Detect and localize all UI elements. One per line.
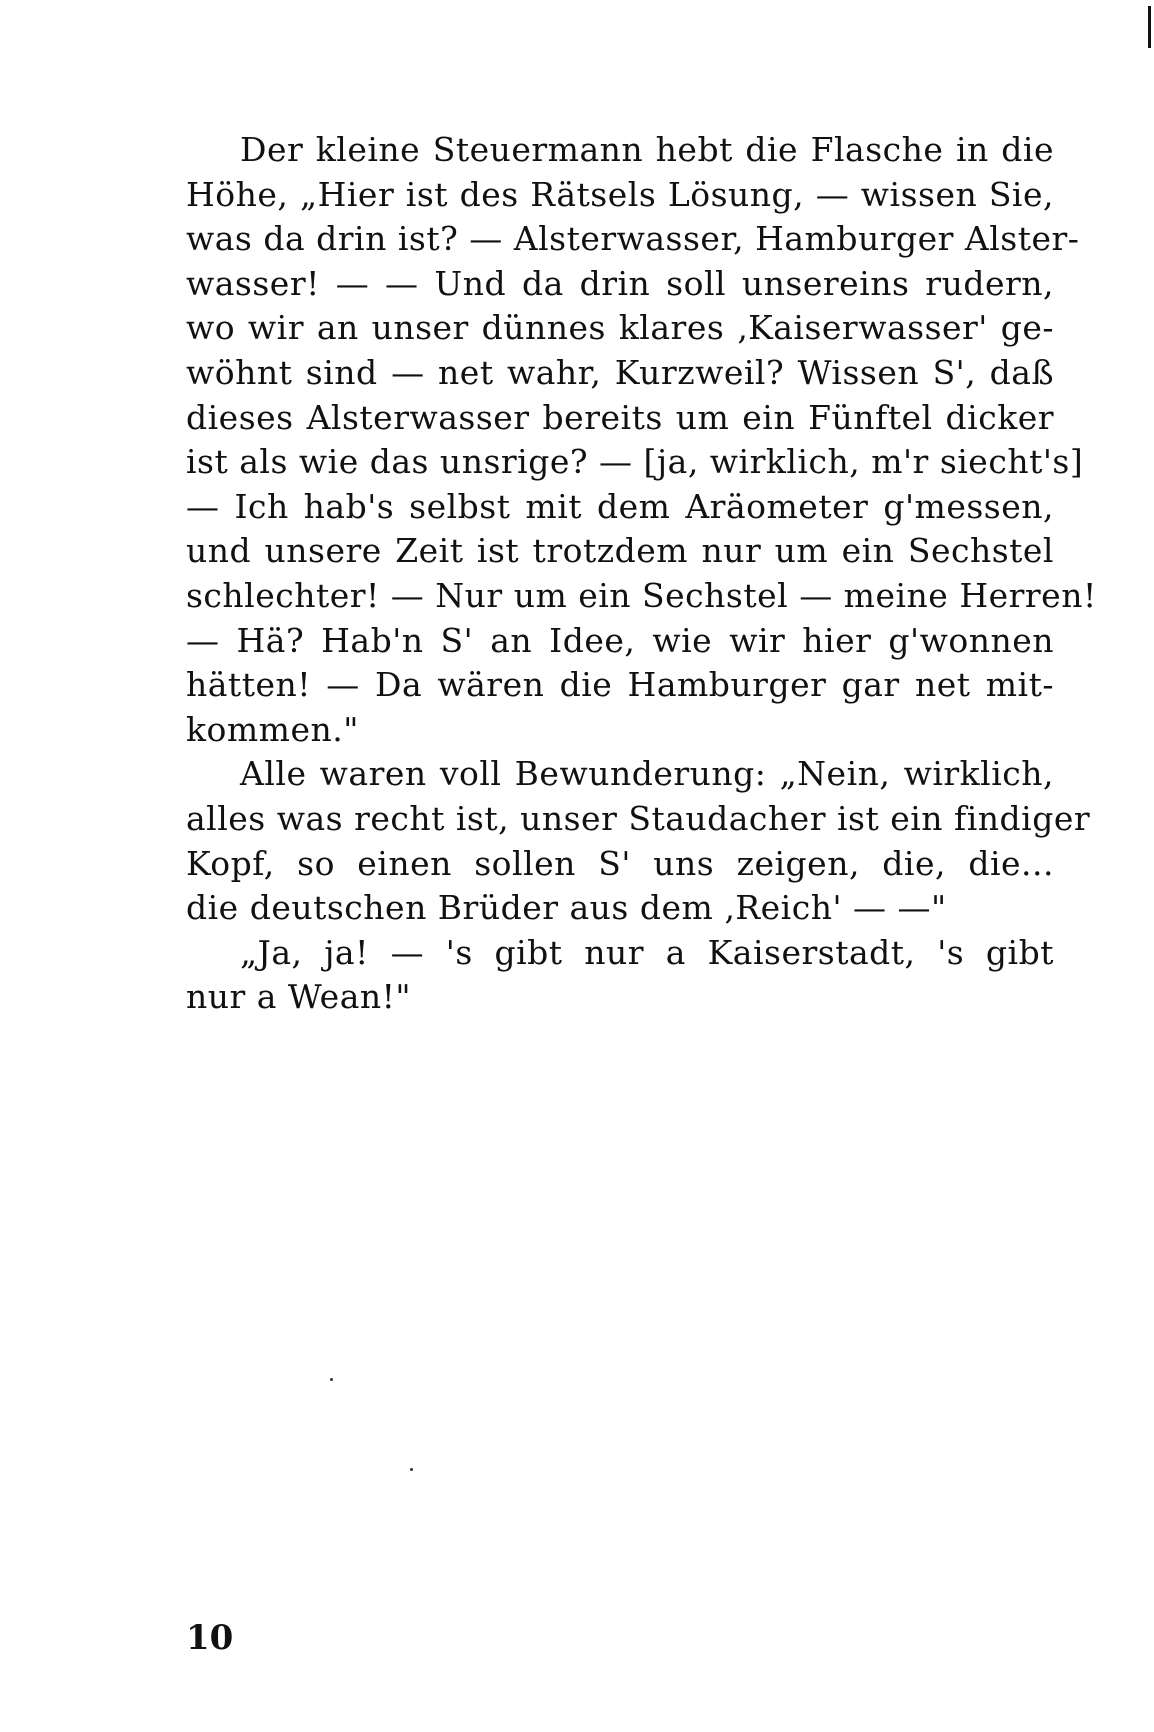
text-line: ist als wie das unsrige? — [ja, wirklich, m'r siecht's] (186, 442, 1084, 482)
paragraph-1 (186, 128, 1097, 752)
text-line: schlechter! — Nur um ein Sechstel — meine Herren! (186, 575, 1097, 615)
text-line: Höhe, „Hier ist des Rätsels Lösung, — wissen Sie, (186, 174, 1054, 214)
text-line: nur a Wean!" (186, 977, 412, 1017)
text-line: Alle waren voll Bewunderung: „Nein, wirklich, (240, 754, 1054, 794)
text-line: wasser! — — Und da drin soll unsereins rudern, (186, 263, 1054, 303)
paper-speck (410, 1468, 413, 1471)
text-line: dieses Alsterwasser bereits um ein Fünftel dicker (186, 397, 1054, 437)
text-line: die deutschen Brüder aus dem ‚Reich' — —" (186, 888, 947, 928)
text-line: — Hä? Hab'n S' an Idee, wie wir hier g'wonnen (186, 620, 1054, 660)
text-line: alles was recht ist, unser Staudacher ist ein findiger (186, 798, 1091, 838)
text-line: „Ja, ja! — 's gibt nur a Kaiserstadt, 's gibt (240, 932, 1054, 972)
paper-speck (330, 1378, 333, 1381)
text-line: wo wir an unser dünnes klares ‚Kaiserwasser' ge- (186, 308, 1054, 348)
text-line: Der kleine Steuermann hebt die Flasche in die (240, 130, 1054, 169)
text-line: und unsere Zeit ist trotzdem nur um ein Sechstel (186, 531, 1054, 571)
text-line: hätten! — Da wären die Hamburger gar net mit- (186, 665, 1054, 705)
text-line: was da drin ist? — Alsterwasser, Hamburger Alster- (186, 219, 1080, 259)
page-edge-mark (1148, 6, 1151, 48)
page-number: 10 (186, 1618, 234, 1658)
text-line: kommen." (186, 709, 359, 749)
text-line: — Ich hab's selbst mit dem Aräometer g'messen, (186, 486, 1054, 526)
text-line: Kopf, so einen sollen S' uns zeigen, die, die... (186, 843, 1054, 883)
body-text (186, 128, 1097, 1020)
text-line: wöhnt sind — net wahr, Kurzweil? Wissen S', daß (186, 352, 1054, 392)
paragraph-2 (186, 752, 1091, 930)
paragraph-3 (186, 931, 1054, 1020)
